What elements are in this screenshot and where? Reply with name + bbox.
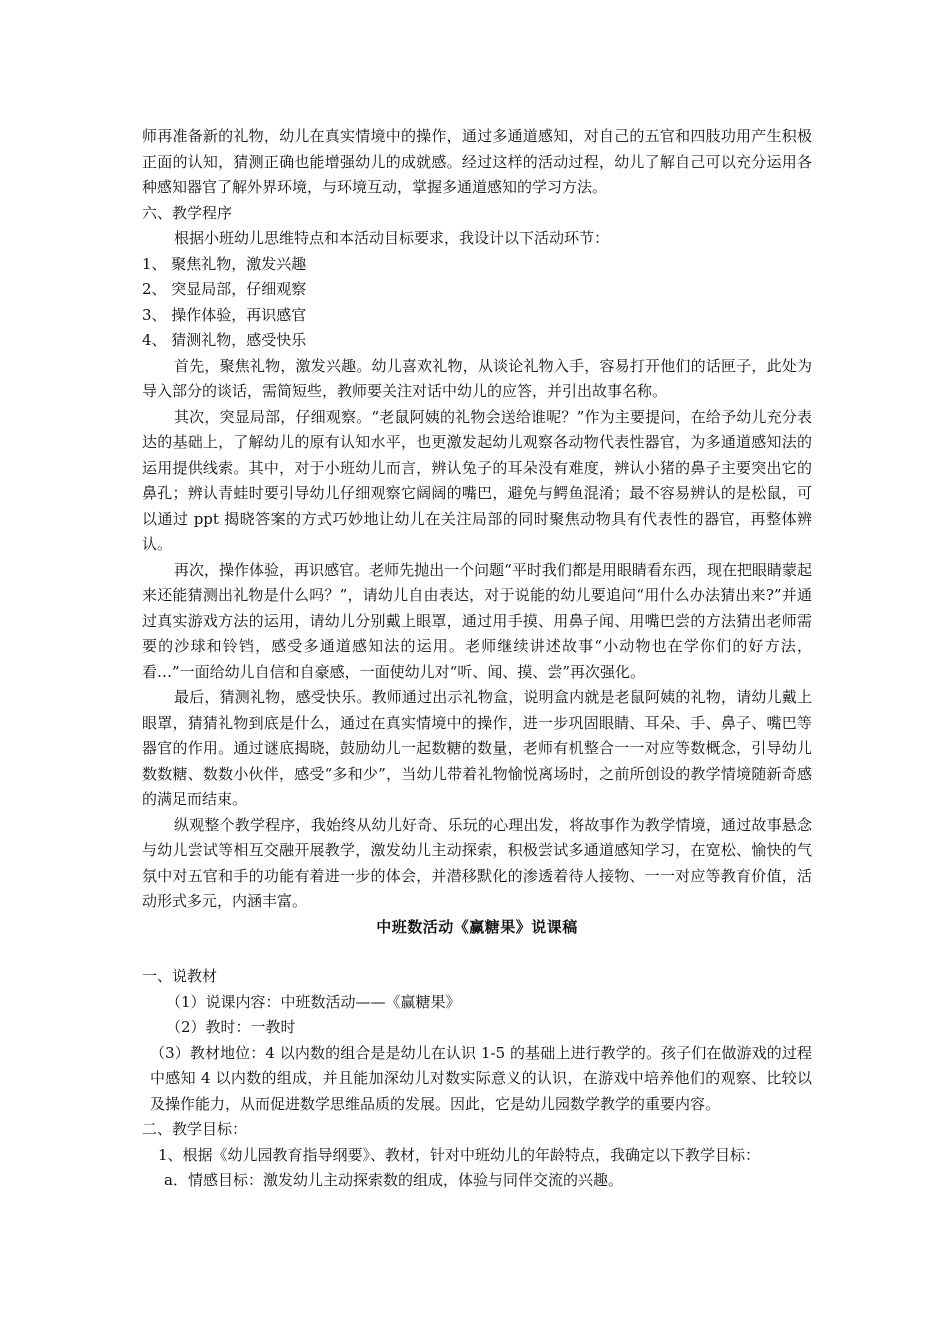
goal-emotional: a．情感目标：激发幼儿主动探索数的组成，体验与同伴交流的兴趣。 — [164, 1171, 623, 1189]
material-position: （3）教材地位：4 以内数的组合是是幼儿在认识 1-5 的基础上进行教学的。孩子们在做游戏的过程中感知 4 以内数的组成，并且能加深幼儿对数实际意义的认识，在游戏中培养他们的观察、比较以及操作能力，从而促进数学思维品质的发展。因此，它是幼儿园数学教学的重要内容。 — [150, 1043, 812, 1113]
section-heading-teaching-procedure: 六、教学程序 — [142, 203, 233, 222]
paragraph-procedure-intro: 根据小班幼儿思维特点和本活动目标要求，我设计以下活动环节： — [174, 229, 610, 247]
paragraph-intro-continued: 师再准备新的礼物，幼儿在真实情境中的操作，通过多通道感知，对自己的五官和四肢功用产生积极正面的认知，猜测正确也能增强幼儿的成就感。经过这样的活动过程，幼儿了解自己可以充分运用各种感知器官了解外界环境，与环境互动，掌握多通道感知的学习方法。 — [142, 127, 812, 196]
list-item-step-3: 3、 操作体验，再识感官 — [142, 305, 307, 324]
list-item-step-4: 4、 猜测礼物，感受快乐 — [142, 331, 307, 349]
paragraph-summary: 纵观整个教学程序，我始终从幼儿好奇、乐玩的心理出发，将故事作为教学情境，通过故事悬念与幼儿尝试等相互交融开展教学，激发幼儿主动探索，积极尝试多通道感知学习，在宽松、愉快的气氛中对五官和手的功能有着进一步的体会，并潜移默化的渗透着待人接物、一一对应等教育价值，活动形式多元，内涵丰富。 — [142, 815, 812, 910]
document-page — [142, 124, 812, 1194]
paragraph-second: 其次，突显局部，仔细观察。“老鼠阿姨的礼物会送给谁呢？”作为主要提问，在给予幼儿充分表达的基础上，了解幼儿的原有认知水平，也更激发起幼儿观察各动物代表性器官，为多通道感知法的运用提供线索。其中，对于小班幼儿而言，辨认兔子的耳朵没有难度，辨认小猪的鼻子主要突出它的鼻孔；辨认青蛙时要引导幼儿仔细观察它阔阔的嘴巴，避免与鳄鱼混淆；最不容易辨认的是松鼠，可以通过 ppt 揭晓答案的方式巧妙地让幼儿在关注局部的同时聚焦动物具有代表性的器官，再整体辨认。 — [142, 407, 812, 553]
list-item-step-1: 1、 聚焦礼物，激发兴趣 — [142, 254, 307, 273]
list-item-step-2: 2、 突显局部，仔细观察 — [142, 280, 307, 298]
document-title: 中班数活动《赢糖果》说课稿 — [376, 917, 578, 936]
material-duration: （2）教时：一教时 — [166, 1018, 296, 1036]
section-heading-material: 一、说教材 — [142, 967, 218, 985]
goals-intro: 1、根据《幼儿园教育指导纲要》、教材，针对中班幼儿的年龄特点，我确定以下教学目标： — [158, 1145, 761, 1164]
material-content: （1）说课内容：中班数活动——《赢糖果》 — [166, 992, 461, 1011]
section-heading-goals: 二、教学目标： — [142, 1120, 248, 1138]
paragraph-third: 再次，操作体验，再识感官。老师先抛出一个问题“平时我们都是用眼睛看东西，现在把眼睛蒙起来还能猜测出礼物是什么吗？”，请幼儿自由表达，对于说能的幼儿要追问“用什么办法猜出来?”并通过真实游戏方法的运用，请幼儿分别戴上眼罩，通过用手摸、用鼻子闻、用嘴巴尝的方法猜出老师需要的沙球和铃铛，感受多通道感知法的运用。老师继续讲述故事“小动物也在学你们的好方法，看…”一面给幼儿自信和自豪感，一面使幼儿对“听、闻、摸、尝”再次强化。 — [142, 560, 812, 681]
paragraph-first: 首先，聚焦礼物，激发兴趣。幼儿喜欢礼物，从谈论礼物入手，容易打开他们的话匣子，此处为导入部分的谈话，需简短些，教师要关注对话中幼儿的应答，并引出故事名称。 — [142, 356, 812, 400]
paragraph-last: 最后，猜测礼物，感受快乐。教师通过出示礼物盒，说明盒内就是老鼠阿姨的礼物，请幼儿戴上眼罩，猜猜礼物到底是什么，通过在真实情境中的操作，进一步巩固眼睛、耳朵、手、鼻子、嘴巴等器官的作用。通过谜底揭晓，鼓励幼儿一起数糖的数量，老师有机整合一一对应等数概念，引导幼儿数数糖、数数小伙伴，感受“多和少”，当幼儿带着礼物愉悦离场时，之前所创设的教学情境随新奇感的满足而结束。 — [142, 688, 812, 808]
